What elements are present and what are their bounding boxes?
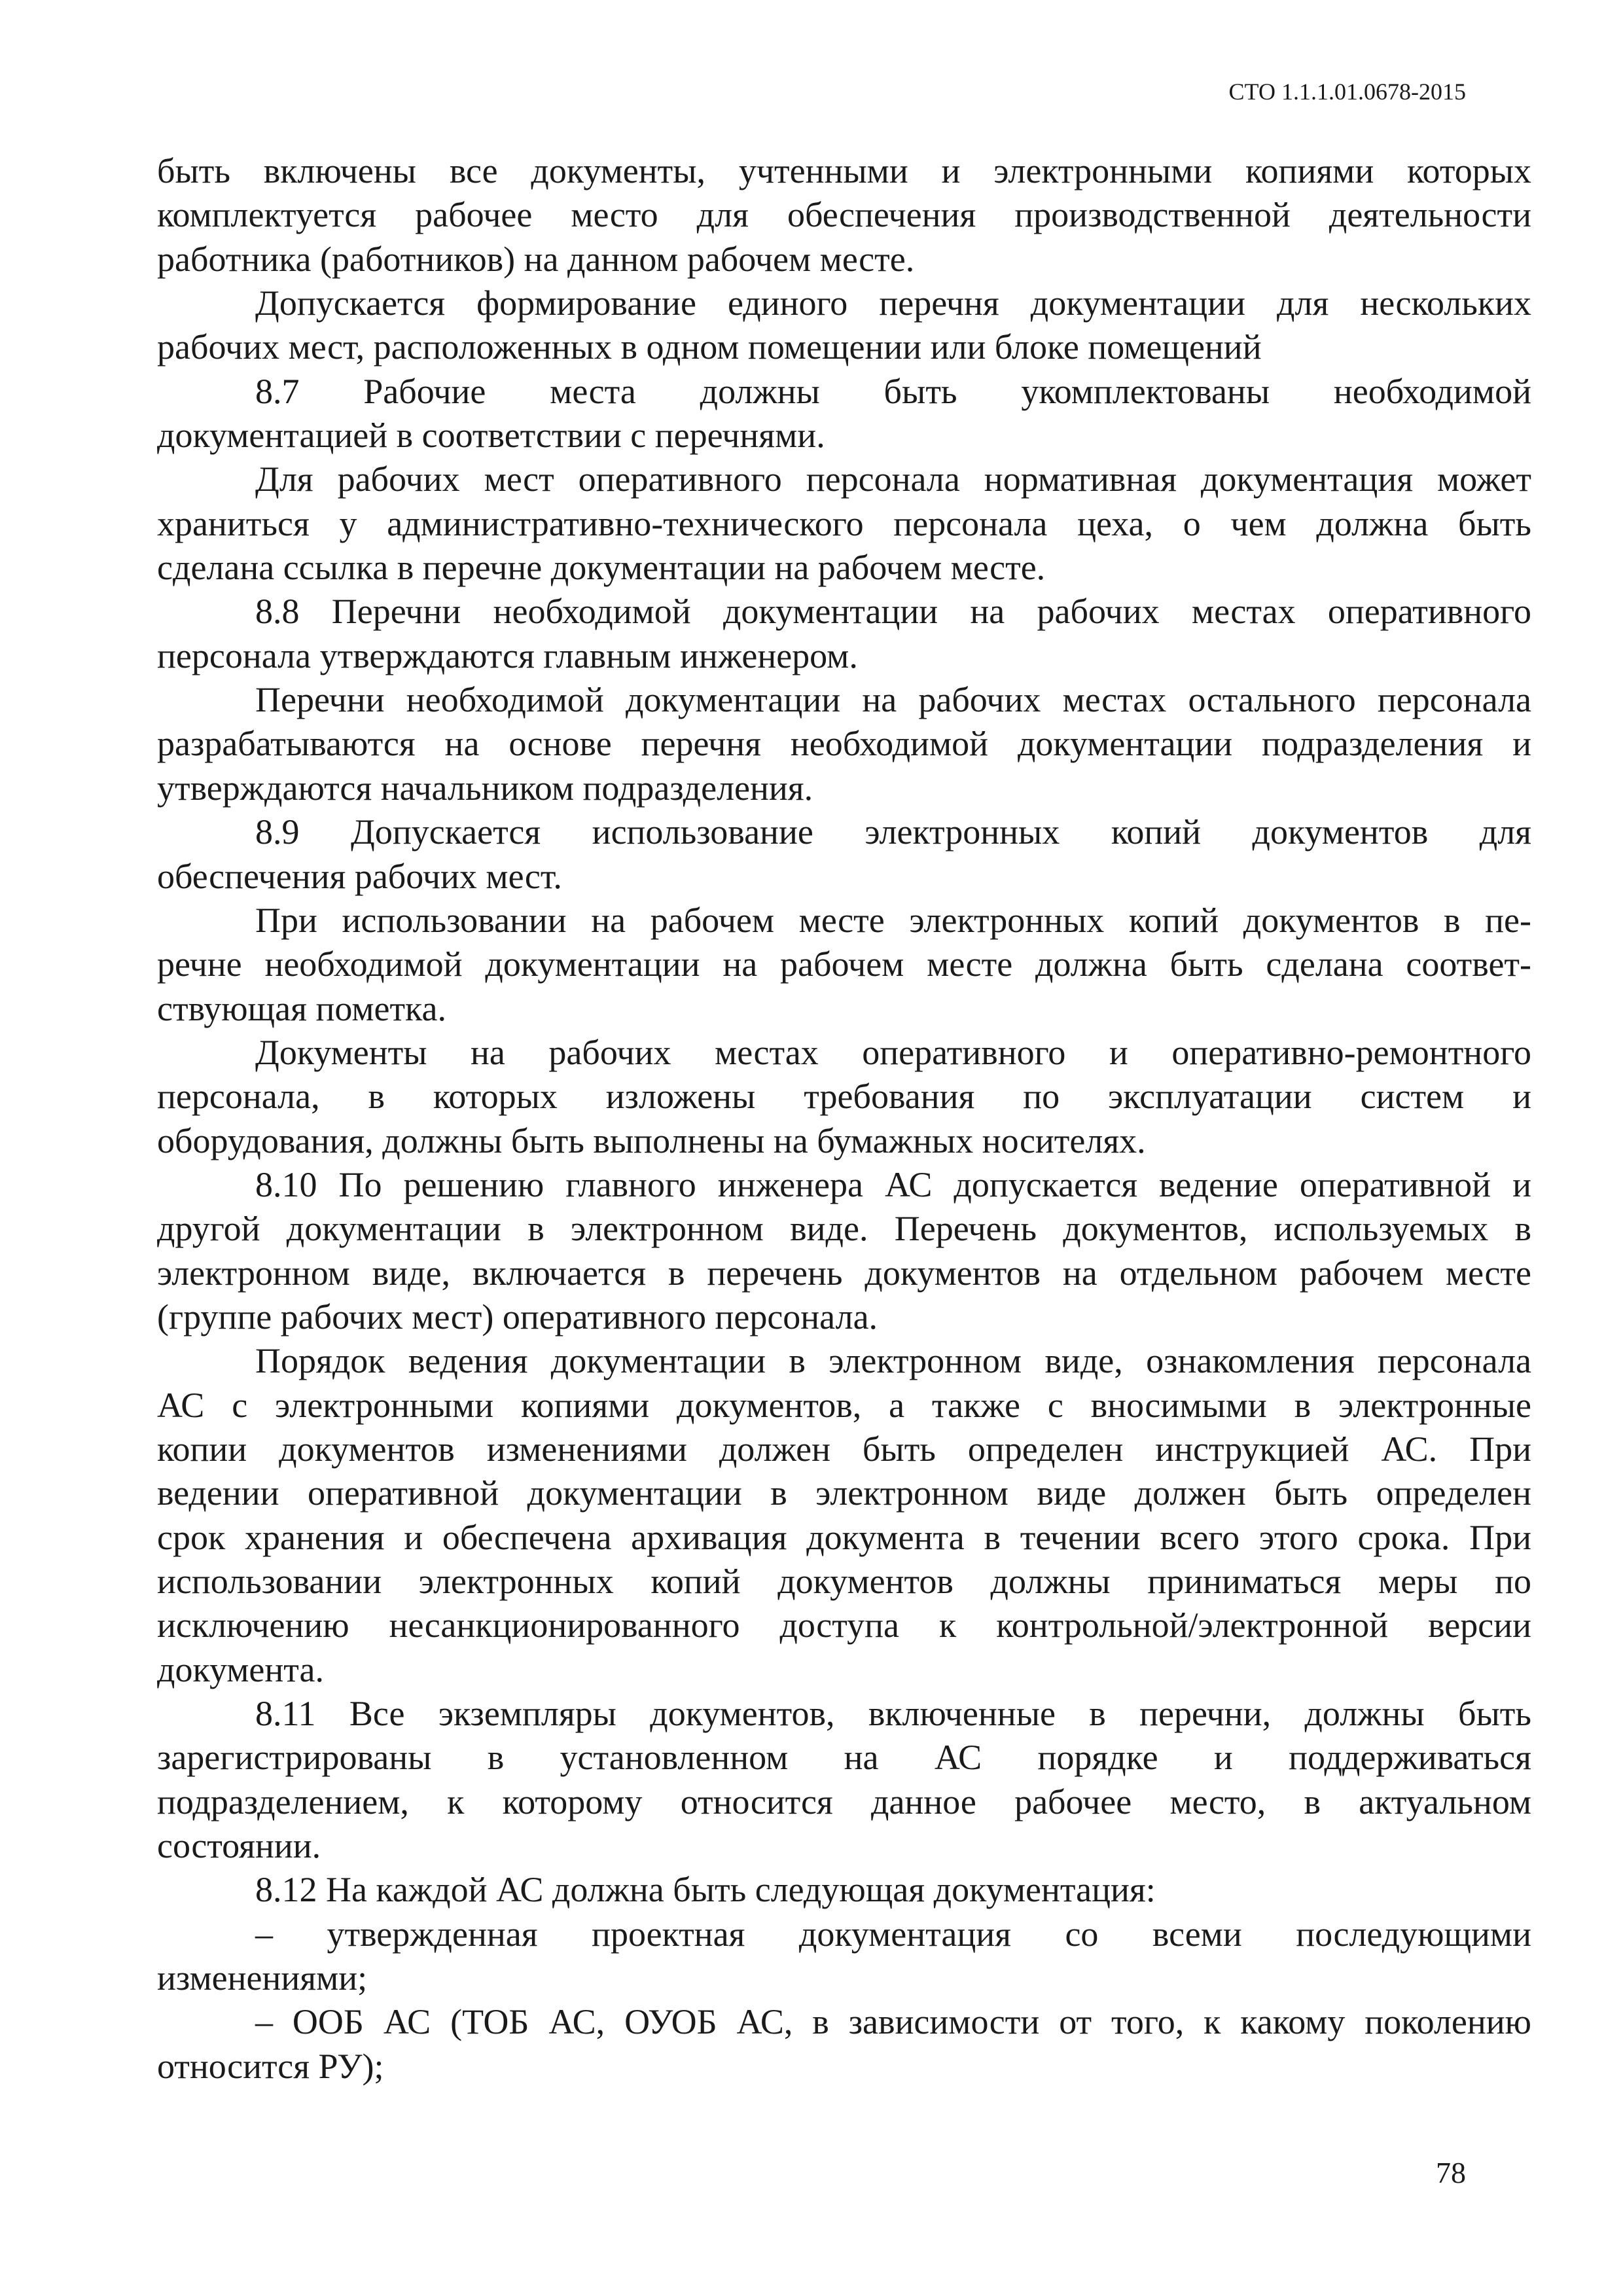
- text-line: 8.11 Все экземпляры документов, включенные в перечни, должны быть: [255, 1694, 1531, 1734]
- document-body-text: [157, 149, 1531, 2089]
- text-line: документацией в соответствии с перечнями.: [157, 416, 825, 456]
- text-line: Для рабочих мест оперативного персонала нормативная документация может: [255, 459, 1531, 499]
- text-line: персонала, в которых изложены требования по эксплуатации систем и: [157, 1077, 1531, 1117]
- text-line: 8.8 Перечни необходимой документации на рабочих местах оперативного: [255, 592, 1531, 632]
- text-line: – ООБ АС (ТОБ АС, ОУОБ АС, в зависимости от того, к какому поколению: [255, 2002, 1531, 2042]
- text-line: АС с электронными копиями документов, а также с вносимыми в электронные: [157, 1385, 1531, 1425]
- text-line: 8.12 На каждой АС должна быть следующая документация:: [255, 1870, 1156, 1910]
- text-line: Порядок ведения документации в электронном виде, ознакомления персонала: [255, 1341, 1531, 1381]
- text-line: утверждаются начальником подразделения.: [157, 768, 813, 808]
- text-line: обеспечения рабочих мест.: [157, 856, 562, 896]
- text-line: электронном виде, включается в перечень документов на отдельном рабочем месте: [157, 1253, 1531, 1293]
- text-line: быть включены все документы, учтенными и электронными копиями которых: [157, 151, 1531, 190]
- text-line: храниться у административно-технического персонала цеха, о чем должна быть: [157, 503, 1531, 543]
- text-line: копии документов изменениями должен быть определен инструкцией АС. При: [157, 1429, 1531, 1469]
- text-line: относится РУ);: [157, 2046, 384, 2086]
- text-line: рабочих мест, расположенных в одном помещении или блоке помещений: [157, 327, 1262, 367]
- text-line: срок хранения и обеспечена архивация документа в течении всего этого срока. При: [157, 1517, 1531, 1557]
- text-line: персонала утверждаются главным инженером.: [157, 636, 858, 675]
- text-line: речне необходимой документации на рабочем месте должна быть сделана соответ-: [157, 944, 1531, 984]
- text-line: (группе рабочих мест) оперативного персонала.: [157, 1297, 878, 1336]
- text-line: 8.10 По решению главного инженера АС допускается ведение оперативной и: [255, 1164, 1531, 1204]
- text-line: документа.: [157, 1649, 324, 1689]
- text-line: ведении оперативной документации в электронном виде должен быть определен: [157, 1473, 1531, 1513]
- text-line: ствующая пометка.: [157, 988, 446, 1028]
- text-line: использовании электронных копий документов должны приниматься меры по: [157, 1562, 1531, 1601]
- text-line: зарегистрированы в установленном на АС порядке и поддерживаться: [157, 1738, 1531, 1778]
- text-line: – утвержденная проектная документация со всеми последующими: [255, 1914, 1531, 1954]
- text-line: разрабатываются на основе перечня необходимой документации подразделения и: [157, 724, 1531, 764]
- text-line: сделана ссылка в перечне документации на рабочем месте.: [157, 548, 1046, 588]
- text-line: Допускается формирование единого перечня документации для нескольких: [255, 283, 1531, 323]
- text-line: исключению несанкционированного доступа к контрольной/электронной версии: [157, 1605, 1531, 1645]
- text-line: 8.7 Рабочие места должны быть укомплектованы необходимой: [255, 371, 1531, 411]
- text-line: оборудования, должны быть выполнены на бумажных носителях.: [157, 1121, 1146, 1160]
- text-line: Перечни необходимой документации на рабочих местах остального персонала: [255, 680, 1531, 720]
- standard-code-header: СТО 1.1.1.01.0678-2015: [1228, 79, 1466, 105]
- text-line: состоянии.: [157, 1826, 321, 1866]
- page-number: 78: [1436, 2156, 1466, 2189]
- text-line: другой документации в электронном виде. Перечень документов, используемых в: [157, 1209, 1531, 1249]
- text-line: изменениями;: [157, 1958, 368, 1998]
- text-line: комплектуется рабочее место для обеспечения производственной деятельности: [157, 195, 1531, 235]
- text-line: работника (работников) на данном рабочем месте.: [157, 239, 915, 279]
- text-line: подразделением, к которому относится данное рабочее место, в актуальном: [157, 1782, 1531, 1821]
- text-line: При использовании на рабочем месте электронных копий документов в пе-: [255, 900, 1531, 940]
- text-line: 8.9 Допускается использование электронных копий документов для: [255, 812, 1531, 852]
- text-line: Документы на рабочих местах оперативного и оперативно-ремонтного: [255, 1032, 1531, 1072]
